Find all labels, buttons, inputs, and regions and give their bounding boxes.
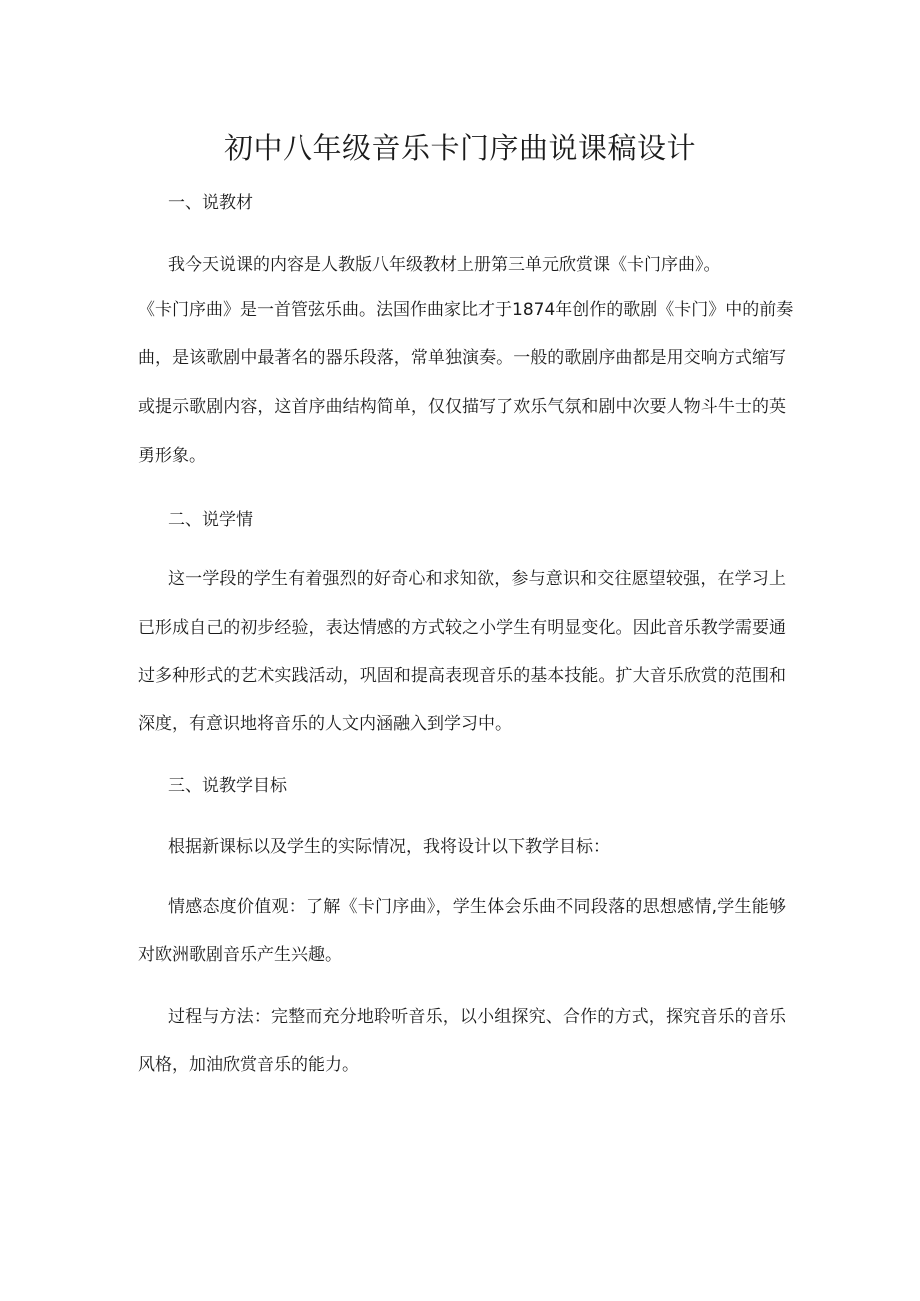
paragraph-line: 过多种形式的艺术实践活动，巩固和提高表现音乐的基本技能。扩大音乐欣赏的范围和 — [138, 666, 786, 686]
paragraph-line: 根据新课标以及学生的实际情况，我将设计以下教学目标： — [168, 837, 610, 857]
section-heading-teaching-objectives: 三、说教学目标 — [168, 776, 287, 796]
paragraph-line: 已形成自己的初步经验，表达情感的方式较之小学生有明显变化。因此音乐教学需要通 — [138, 618, 786, 638]
paragraph-line: 或提示歌剧内容，这首序曲结构简单，仅仅描写了欢乐气氛和剧中次要人物斗牛士的英 — [138, 397, 786, 417]
paragraph-line: 情感态度价值观：了解《卡门序曲》，学生体会乐曲不同段落的思想感情,学生能够 — [168, 897, 786, 917]
paragraph-line: 对欧洲歌剧音乐产生兴趣。 — [138, 945, 342, 965]
paragraph-line: 这一学段的学生有着强烈的好奇心和求知欲，参与意识和交往愿望较强，在学习上 — [168, 569, 786, 589]
paragraph-line: 深度，有意识地将音乐的人文内涵融入到学习中。 — [138, 714, 512, 734]
document-title: 初中八年级音乐卡门序曲说课稿设计 — [223, 131, 696, 165]
paragraph-line: 我今天说课的内容是人教版八年级教材上册第三单元欣赏课《卡门序曲》。 — [168, 255, 721, 275]
paragraph-line: 《卡门序曲》是一首管弦乐曲。法国作曲家比才于1874年创作的歌剧《卡门》中的前奏 — [138, 300, 794, 320]
section-heading-teaching-material: 一、说教材 — [168, 193, 253, 213]
paragraph-line: 风格，加油欣赏音乐的能力。 — [138, 1055, 359, 1075]
paragraph-line: 曲，是该歌剧中最著名的器乐段落，常单独演奏。一般的歌剧序曲都是用交响方式缩写 — [138, 348, 786, 368]
paragraph-line: 勇形象。 — [138, 446, 206, 466]
paragraph-line: 过程与方法：完整而充分地聆听音乐，以小组探究、合作的方式，探究音乐的音乐 — [168, 1007, 786, 1027]
section-heading-learner-analysis: 二、说学情 — [168, 510, 253, 530]
